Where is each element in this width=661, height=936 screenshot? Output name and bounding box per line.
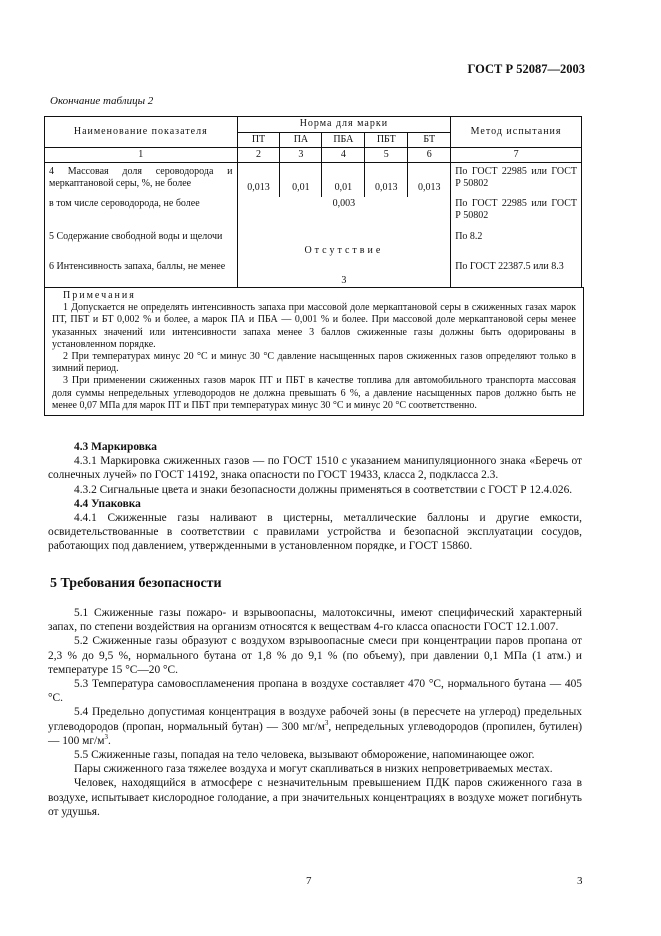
- column-number: 7: [451, 148, 582, 163]
- header-indicator: Наименование показателя: [45, 117, 238, 148]
- row-method: По ГОСТ 22985 или ГОСТ Р 50802: [451, 197, 582, 229]
- column-number: 2: [237, 148, 280, 163]
- row-method: По ГОСТ 22985 или ГОСТ Р 50802: [451, 163, 582, 197]
- section-4-3: [48, 440, 582, 554]
- section-5: [48, 606, 582, 819]
- column-number: 3: [280, 148, 322, 163]
- header-method: Метод испытания: [451, 117, 582, 148]
- header-norm: Норма для марки: [237, 117, 451, 133]
- note-item: 2 При температурах минус 20 °С и минус 30 °С давление насыщенных паров сжиженных газов определяют только в зимний период.: [52, 351, 576, 375]
- document-id: ГОСТ Р 52087—2003: [467, 62, 585, 76]
- table-row: [45, 163, 582, 197]
- row-merged-value: Отсутствие: [237, 229, 451, 261]
- row-value: 0,013: [365, 163, 408, 197]
- heading-packaging: 4.4 Упаковка: [74, 497, 141, 510]
- row-name: 6 Интенсивность запаха, баллы, не менее: [45, 261, 238, 288]
- note-item: 3 При применении сжиженных газов марок ПТ и ПБТ в качестве топлива для автомобильного транспорта массовая доля суммы непредельных углеводородов не должна превышать 6 %, а давление насыщенных паров должно быть не менее 0,07 МПа для марок ПТ и ПБТ при температурах минус 30 °С и минус 20 °С соответственно.: [52, 375, 576, 411]
- row-merged-value: 0,003: [237, 197, 451, 229]
- grade-header: ПТ: [237, 133, 280, 148]
- row-value: 0,01: [280, 163, 322, 197]
- paragraph: 5.2 Сжиженные газы образуют с воздухом взрывоопасные смеси при концентрации паров пропана от 2,3 % до 9,5 %, нормального бутана от 1,8 % до 9,1 % (по объему), при давлении 0,1 МПа (1 атм.) и температуре 15 °С—20 °С.: [48, 635, 582, 676]
- row-value: 0,01: [322, 163, 365, 197]
- row-value: 0,013: [237, 163, 280, 197]
- paragraph: Пары сжиженного газа тяжелее воздуха и могут скапливаться в низких непроветриваемых местах.: [74, 763, 553, 776]
- table-notes: [44, 287, 584, 416]
- row-value: 0,013: [408, 163, 451, 197]
- grade-header: ПБТ: [365, 133, 408, 148]
- paragraph: 4.3.1 Маркировка сжиженных газов — по ГОСТ 1510 с указанием манипуляционного знака «Беречь от солнечных лучей» по ГОСТ 14192, знака опасности по ГОСТ 19433, класса 2, подкласса 2.3.: [48, 455, 582, 482]
- column-number: 4: [322, 148, 365, 163]
- grade-header: БТ: [408, 133, 451, 148]
- row-method: По 8.2: [451, 229, 582, 261]
- heading-marking: 4.3 Маркировка: [74, 441, 157, 453]
- column-number: 6: [408, 148, 451, 163]
- paragraph: 4.3.2 Сигнальные цвета и знаки безопасности должны применяться в соответствии с ГОСТ Р 12.4.026.: [74, 483, 573, 496]
- paragraph: 5.3 Температура самовоспламенения пропана в воздухе составляет 470 °С, нормального бутана — 405 °С.: [48, 678, 582, 705]
- grade-header: ПБА: [322, 133, 365, 148]
- row-name: 5 Содержание свободной воды и щелочи: [45, 229, 238, 261]
- row-merged-value: 3: [237, 261, 451, 288]
- paragraph: 4.4.1 Сжиженные газы наливают в цистерны, металлические баллоны и другие емкости, освидетельствованные в соответствии с правилами устройства и безопасной эксплуатации сосудов, работающих под давлением, утвержденными в установленном порядке, и ГОСТ 15860.: [48, 512, 582, 553]
- page-number-center: 7: [306, 875, 312, 887]
- row-name: 4 Массовая доля сероводорода и меркаптановой серы, %, не более: [45, 163, 238, 197]
- section-5-heading: 5 Требования безопасности: [50, 576, 222, 591]
- page-number-right: 3: [577, 875, 583, 887]
- row-method: По ГОСТ 22387.5 или 8.3: [451, 261, 582, 288]
- paragraph: 5.5 Сжиженные газы, попадая на тело человека, вызывают обморожение, напоминающее ожог.: [74, 749, 535, 762]
- paragraph: 5.4 Предельно допустимая концентрация в воздухе рабочей зоны (в пересчете на углерод) предельных углеводородов (пропан, нормальный бутан) — 300 $мг/м^3$, непредельных углеводородов (пропилен, бутилен) — 100 $мг/м^3$.: [48, 706, 582, 747]
- requirements-table: [44, 116, 582, 288]
- paragraph: 5.1 Сжиженные газы пожаро- и взрывоопасны, малотоксичны, имеют специфический характерный запах, по степени воздействия на организм относятся к веществам 4-го класса опасности ГОСТ 12.1.007.: [48, 607, 582, 634]
- paragraph: Человек, находящийся в атмосфере с незначительным превышением ПДК паров сжиженного газа в воздухе, испытывает кислородное голодание, а при значительных концентрациях в воздухе может погибнуть от удушья.: [48, 777, 582, 818]
- column-number: 1: [45, 148, 238, 163]
- table-row: [45, 261, 582, 288]
- table-caption: Окончание таблицы 2: [50, 95, 154, 107]
- notes-title: Примечания: [63, 290, 136, 301]
- table-row: [45, 197, 582, 229]
- column-number: 5: [365, 148, 408, 163]
- grade-header: ПА: [280, 133, 322, 148]
- table-row: [45, 229, 582, 261]
- row-name: в том числе сероводорода, не более: [45, 197, 238, 229]
- note-item: 1 Допускается не определять интенсивность запаха при массовой доле меркаптановой серы в сжиженных газах марок ПТ, ПБТ и БТ 0,002 % и более, а марок ПА и ПБА — 0,001 % и более. При массовой доле меркаптановой серы менее указанных значений или интенсивности запаха менее 3 баллов сжиженные газы должны быть одорированы в установленном порядке.: [52, 302, 576, 350]
